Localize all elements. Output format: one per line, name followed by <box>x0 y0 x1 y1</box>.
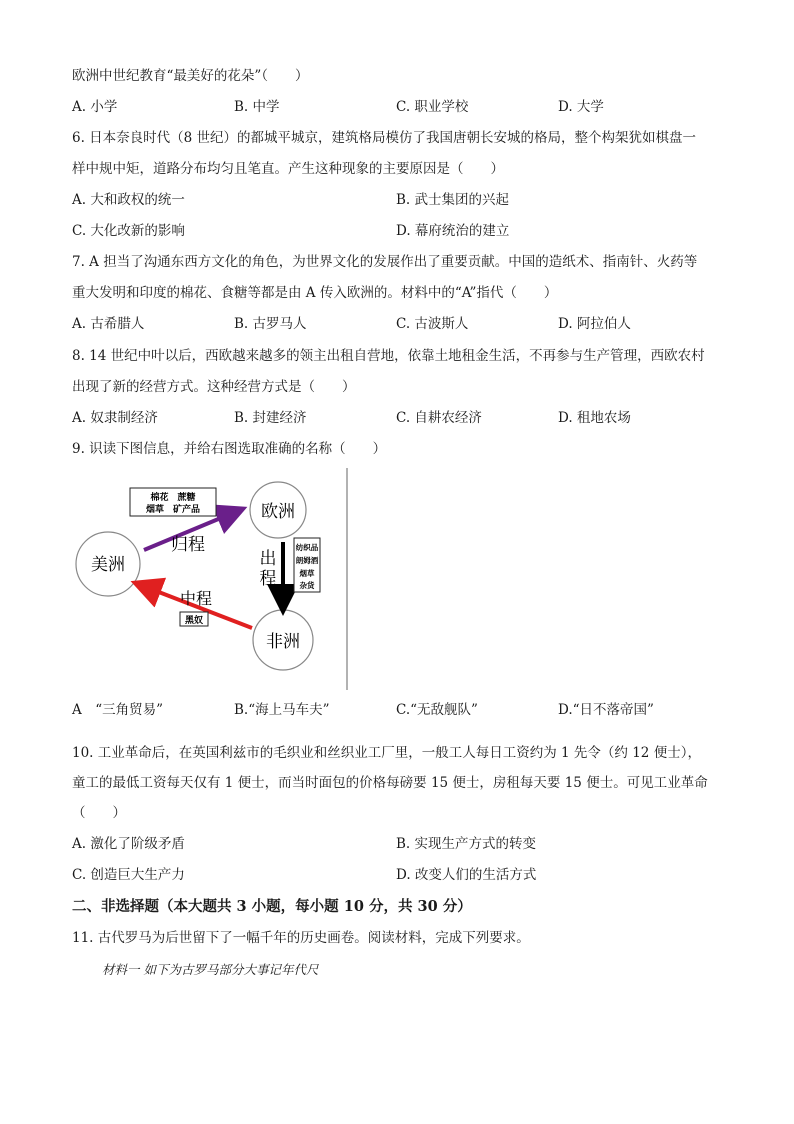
q8-stem-line2: 出现了新的经营方式。这种经营方式是（ ） <box>72 379 356 395</box>
middle-route-label: 中程 <box>179 589 213 608</box>
outbound-goods-3: 烟草 <box>299 569 315 578</box>
q11-material1: 材料一 如下为古罗马部分大事记年代尺 <box>102 962 319 977</box>
outbound-label-char2: 程 <box>259 569 277 589</box>
q10-option-d[interactable]: D. 改变人们的生活方式 <box>396 867 537 883</box>
outbound-label-char1: 出 <box>259 549 277 569</box>
africa-label: 非洲 <box>266 632 300 652</box>
slave-label: 黑奴 <box>184 616 204 626</box>
outbound-goods-4: 杂货 <box>299 581 315 590</box>
q5-option-d[interactable]: D. 大学 <box>558 99 604 115</box>
q5-option-c[interactable]: C. 职业学校 <box>396 99 469 115</box>
outbound-goods-2: 朗姆酒 <box>295 556 319 565</box>
q7-stem-line2: 重大发明和印度的棉花、食糖等都是由 A 传入欧洲的。材料中的“A”指代（ ） <box>72 285 558 301</box>
q7-stem-line1: 7. A 担当了沟通东西方文化的角色，为世界文化的发展作出了重要贡献。中国的造纸术、指南针、火药等 <box>72 254 698 270</box>
q10-option-a[interactable]: A. 激化了阶级矛盾 <box>72 836 185 852</box>
q10-stem-line2: 童工的最低工资每天仅有 1 便士，而当时面包的价格每磅要 15 便士，房租每天要 15 便士。可见工业革命 <box>72 775 708 791</box>
q9-stem: 9. 识读下图信息，并给右图选取准确的名称（ ） <box>72 441 387 457</box>
q9-option-b[interactable]: B.“海上马车夫” <box>234 702 330 718</box>
q7-option-d[interactable]: D. 阿拉伯人 <box>558 316 631 332</box>
section2-heading: 二、非选择题（本大题共 3 小题，每小题 10 分，共 30 分） <box>72 898 472 915</box>
q6-option-d[interactable]: D. 幕府统治的建立 <box>396 223 510 239</box>
return-goods-line1: 棉花 蔗糖 <box>150 493 196 503</box>
q6-option-a[interactable]: A. 大和政权的统一 <box>72 192 185 208</box>
q7-option-b[interactable]: B. 古罗马人 <box>234 316 307 332</box>
q6-option-c[interactable]: C. 大化改新的影响 <box>72 223 185 239</box>
q8-option-c[interactable]: C. 自耕农经济 <box>396 410 482 426</box>
q9-option-c[interactable]: C.“无敌舰队” <box>396 702 478 718</box>
q8-option-d[interactable]: D. 租地农场 <box>558 410 631 426</box>
q10-option-c[interactable]: C. 创造巨大生产力 <box>72 867 185 883</box>
q8-option-a[interactable]: A. 奴隶制经济 <box>72 410 158 426</box>
america-label: 美洲 <box>91 555 125 575</box>
q10-stem-line3: （ ） <box>72 805 126 821</box>
q5-stem: 欧洲中世纪教育“最美好的花朵”（ ） <box>72 68 309 84</box>
outbound-goods-1: 纺织品 <box>295 543 319 552</box>
q8-option-b[interactable]: B. 封建经济 <box>234 410 307 426</box>
europe-label: 欧洲 <box>261 502 295 522</box>
q5-option-a[interactable]: A. 小学 <box>72 99 118 115</box>
return-goods-line2: 烟草 矿产品 <box>145 505 201 515</box>
triangle-trade-diagram <box>72 466 362 692</box>
q10-option-b[interactable]: B. 实现生产方式的转变 <box>396 836 537 852</box>
q10-stem-line1: 10. 工业革命后，在英国利兹市的毛织业和丝织业工厂里，一般工人每日工资约为 1 先令（约 12 便士）， <box>72 745 701 761</box>
q6-stem-line1: 6. 日本奈良时代（8 世纪）的都城平城京，建筑格局模仿了我国唐朝长安城的格局，整个构架犹如棋盘一 <box>72 130 697 146</box>
q9-option-a[interactable]: A “三角贸易” <box>72 702 164 718</box>
q8-stem-line1: 8. 14 世纪中叶以后，西欧越来越多的领主出租自营地，依靠土地租金生活，不再参与生产管理，西欧农村 <box>72 348 705 364</box>
q9-option-d[interactable]: D.“日不落帝国” <box>558 702 654 718</box>
q5-option-b[interactable]: B. 中学 <box>234 99 280 115</box>
return-route-label: 归程 <box>171 535 205 555</box>
q7-option-a[interactable]: A. 古希腊人 <box>72 316 145 332</box>
q7-option-c[interactable]: C. 古波斯人 <box>396 316 469 332</box>
q6-stem-line2: 样中规中矩，道路分布均匀且笔直。产生这种现象的主要原因是（ ） <box>72 161 504 177</box>
q11-stem: 11. 古代罗马为后世留下了一幅千年的历史画卷。阅读材料，完成下列要求。 <box>72 930 530 946</box>
q6-option-b[interactable]: B. 武士集团的兴起 <box>396 192 510 208</box>
